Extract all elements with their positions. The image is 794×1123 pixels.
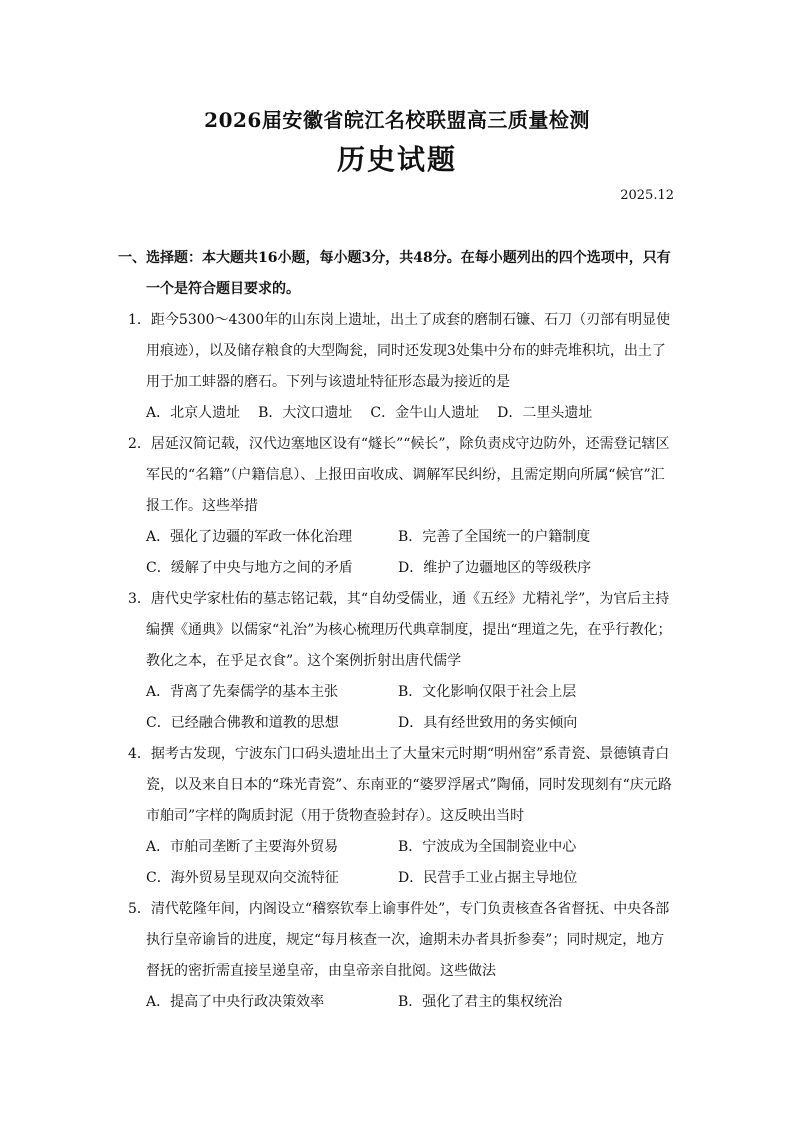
question-stem: 3．唐代史学家杜佑的墓志铭记载，其“自幼受儒业，通《五经》尤精礼学”，为官后主持编撰《通典》以儒家“礼治”为核心梳理历代典章制度，提出“理道之先，在乎行教化；教化之本，在乎足衣食”。这个案例折射出唐代儒学 [128, 591, 672, 669]
option-row [118, 832, 678, 863]
option-b: B．文化影响仅限于社会上层 [398, 684, 577, 700]
option-c: C．金牛山人遗址 [370, 405, 480, 421]
option-c: C．海外贸易呈现双向交流特征 [146, 870, 339, 886]
option-a: A．北京人遗址 [146, 405, 241, 421]
exam-subject: 历史试题 [336, 143, 457, 176]
question-3 [118, 584, 678, 739]
section-heading: 一、选择题：本大题共16小题，每小题3分，共48分。在每小题列出的四个选项中，只有一个是符合题目要求的。 [118, 250, 671, 297]
option-row [118, 398, 678, 429]
option-c: C．缓解了中央与地方之间的矛盾 [146, 560, 353, 576]
question-stem: 5．清代乾隆年间，内阁设立“稽察钦奉上谕事件处”，专门负责核查各省督抚、中央各部执行皇帝谕旨的进度，规定“每月核查一次，逾期未办者具折参奏”；同时规定，地方督抚的密折需直接呈递皇帝，由皇帝亲自批阅。这些做法 [128, 901, 670, 979]
option-a: A．提高了中央行政决策效率 [146, 994, 325, 1010]
option-b: B．大汶口遗址 [258, 405, 353, 421]
question-4 [118, 739, 678, 894]
option-c: C．已经融合佛教和道教的思想 [146, 715, 339, 731]
option-a: A．背离了先秦儒学的基本主张 [146, 684, 339, 700]
option-b: B．完善了全国统一的户籍制度 [398, 529, 591, 545]
option-a: A．市舶司垄断了主要海外贸易 [146, 839, 339, 855]
question-1 [118, 305, 678, 429]
option-d: D．二里头遗址 [497, 405, 593, 421]
option-row [118, 522, 678, 553]
option-d: D．维护了边疆地区的等级秩序 [398, 560, 592, 576]
exam-content [118, 243, 678, 1018]
option-row [118, 708, 678, 739]
option-row [118, 677, 678, 708]
option-b: B．宁波成为全国制瓷业中心 [398, 839, 577, 855]
question-stem: 1．距今5300～4300年的山东岗上遗址，出土了成套的磨制石镰、石刀（刃部有明显使用痕迹），以及储存粮食的大型陶瓮，同时还发现3处集中分布的蚌壳堆积坑，出土了用于加工蚌器的磨石。下列与该遗址特征形态最为接近的是 [128, 312, 671, 390]
option-row [118, 863, 678, 894]
exam-date: 2025.12 [620, 188, 674, 203]
exam-title: 2026届安徽省皖江名校联盟高三质量检测 [204, 108, 590, 132]
option-d: D．民营手工业占据主导地位 [398, 870, 578, 886]
option-b: B．强化了君主的集权统治 [398, 994, 563, 1010]
option-row [118, 987, 678, 1018]
question-stem: 2．居延汉简记载，汉代边塞地区设有“燧长”“候长”，除负责戍守边防外，还需登记辖区军民的“名籍”（户籍信息）、上报田亩收成、调解军民纠纷，且需定期向所属“候官”汇报工作。这些举措 [128, 436, 670, 514]
question-stem: 4．据考古发现，宁波东门口码头遗址出土了大量宋元时期“明州窑”系青瓷、景德镇青白瓷，以及来自日本的“珠光青瓷”、东南亚的“婆罗浮屠式”陶俑，同时发现刻有“庆元路市舶司”字样的陶质封泥（用于货物查验封存）。这反映出当时 [128, 746, 672, 824]
option-a: A．强化了边疆的军政一体化治理 [146, 529, 353, 545]
option-d: D．具有经世致用的务实倾向 [398, 715, 578, 731]
question-5 [118, 894, 678, 1018]
option-row [118, 553, 678, 584]
question-2 [118, 429, 678, 584]
